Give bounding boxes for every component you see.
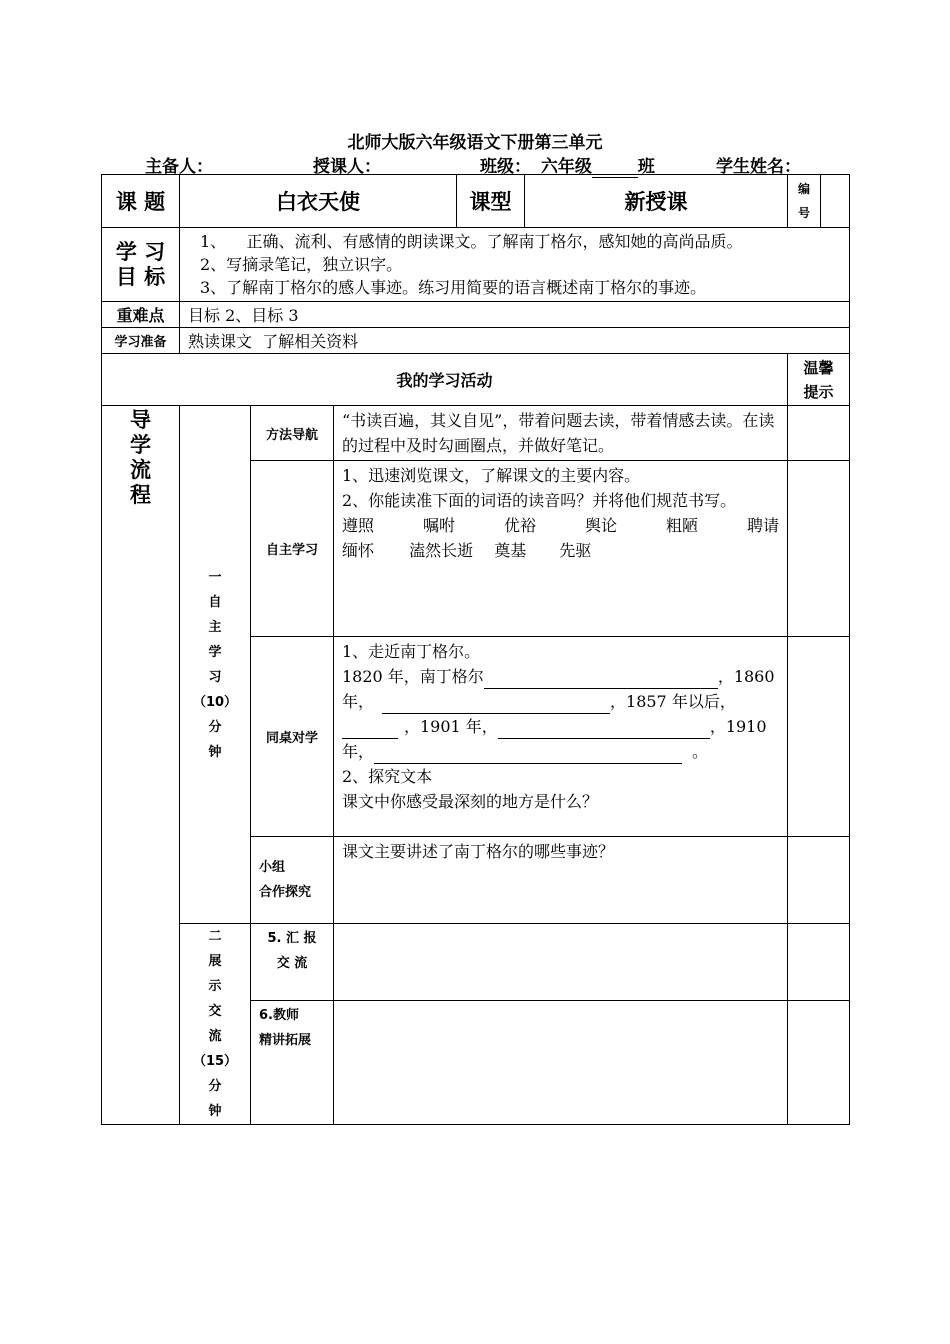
method-text: “书读百遍，其义自见”，带着问题去读，带着情感去读。在读的过程中及时勾画圈点，并做好笔记。 — [334, 406, 788, 461]
section2-char: 钟 — [208, 1104, 222, 1119]
flow-char: 流 — [130, 458, 151, 482]
peer-text: ，1860 — [717, 667, 775, 686]
type-label: 课型 — [457, 175, 525, 228]
teacher-label — [251, 1001, 334, 1125]
class-suffix: 班 — [637, 157, 655, 177]
report-label-line1: 5. 汇 报 — [267, 931, 317, 946]
goals-label-line1: 学 习 — [115, 239, 166, 264]
goal-item: 1、 正确、流利、有感情的朗读课文。了解南丁格尔，感知她的高尚品质。 — [200, 232, 743, 251]
word: 遵照 — [342, 516, 375, 535]
section2-label — [180, 924, 251, 1125]
page-title: 北师大版六年级语文下册第三单元 — [347, 133, 603, 153]
section1-char: 钟 — [208, 744, 222, 760]
lesson-table — [101, 174, 850, 1125]
section2-char: 展 — [208, 954, 222, 969]
flow-char: 程 — [130, 483, 151, 507]
peer-content — [334, 637, 788, 837]
number-value[interactable] — [821, 175, 850, 228]
preparation-value: 熟读课文 了解相关资料 — [180, 328, 850, 354]
teacher-content[interactable] — [334, 1001, 788, 1125]
section2-char: 示 — [208, 979, 222, 994]
self-study-content — [334, 461, 788, 637]
class-label: 班级： — [480, 157, 531, 177]
tips-cell[interactable] — [788, 924, 850, 1001]
peer-text: ，1901 年， — [404, 717, 498, 736]
preparer-label: 主备人： — [145, 157, 213, 177]
number-label: 编号 — [788, 175, 821, 228]
word: 聘请 — [747, 516, 780, 535]
teacher-label-line2: 精讲拓展 — [259, 1033, 312, 1049]
word: 嘱咐 — [423, 516, 456, 535]
flow-char: 学 — [130, 433, 151, 457]
group-label — [251, 837, 334, 924]
tips-cell[interactable] — [788, 837, 850, 924]
word: 溘然长逝 — [409, 541, 474, 560]
self-study-label: 自主学习 — [251, 461, 334, 637]
report-label-line2: 交 流 — [276, 956, 308, 971]
peer-line — [342, 664, 779, 689]
word-row — [342, 538, 779, 563]
answer-blank[interactable] — [342, 720, 398, 739]
teacher-label-line1: 6.教师 — [259, 1008, 299, 1024]
goal-item: 3、了解南丁格尔的感人事迹。练习用简要的语言概述南丁格尔的事迹。 — [200, 278, 707, 297]
activities-header: 我的学习活动 — [102, 354, 788, 406]
peer-line: 1、走近南丁格尔。 — [342, 642, 481, 661]
word: 舆论 — [585, 516, 618, 535]
peer-text: 年， — [342, 692, 375, 711]
goals-label-line2: 目 标 — [115, 264, 166, 289]
tips-header: 温馨提示 — [788, 354, 850, 406]
peer-line — [342, 739, 779, 764]
peer-label: 同桌对学 — [251, 637, 334, 837]
tips-cell[interactable] — [788, 406, 850, 461]
section1-char: 主 — [208, 619, 222, 635]
section2-char: 交 — [208, 1004, 222, 1019]
topic-value: 白衣天使 — [180, 175, 457, 228]
section2-char: 流 — [208, 1029, 222, 1044]
peer-text: 年， — [342, 742, 375, 761]
group-text: 课文主要讲述了南丁格尔的哪些事迹？ — [334, 837, 788, 924]
answer-blank[interactable] — [374, 745, 682, 764]
group-label-line1: 小组 — [259, 860, 286, 875]
word: 奠基 — [494, 541, 527, 560]
report-content[interactable] — [334, 924, 788, 1001]
key-points-value: 目标 2、目标 3 — [180, 302, 850, 328]
peer-line — [342, 689, 779, 714]
peer-text: ，1857 年以后， — [610, 692, 736, 711]
flow-label — [102, 406, 180, 1125]
self-study-line: 2、你能读准下面的词语的读音吗？并将他们规范书写。 — [342, 491, 737, 510]
section1-char: 学 — [208, 644, 222, 660]
tips-cell[interactable] — [788, 637, 850, 837]
peer-line — [342, 714, 779, 739]
teacher-label: 授课人： — [313, 157, 381, 177]
type-value: 新授课 — [525, 175, 788, 228]
answer-blank[interactable] — [498, 720, 710, 739]
peer-line: 课文中你感受最深刻的地方是什么？ — [342, 792, 599, 811]
key-points-label: 重难点 — [102, 302, 180, 328]
preparation-label: 学习准备 — [102, 328, 180, 354]
section1-char: 习 — [208, 669, 222, 685]
tips-cell[interactable] — [788, 461, 850, 637]
peer-text: 。 — [692, 742, 709, 761]
topic-label: 课 题 — [102, 175, 180, 228]
method-label: 方法导航 — [251, 406, 334, 461]
word-row — [342, 513, 779, 538]
peer-text: ，1910 — [709, 717, 767, 736]
student-label: 学生姓名： — [716, 157, 801, 177]
word: 优裕 — [504, 516, 537, 535]
section2-char: 分 — [208, 1079, 222, 1094]
report-label — [251, 924, 334, 1001]
section1-char: （10） — [192, 694, 238, 710]
section1-label — [180, 406, 251, 924]
section2-char: 二 — [208, 929, 222, 944]
self-study-line: 1、迅速浏览课文，了解课文的主要内容。 — [342, 466, 641, 485]
section1-char: 自 — [208, 594, 222, 610]
word: 粗陋 — [666, 516, 699, 535]
answer-blank[interactable] — [382, 695, 610, 714]
tips-cell[interactable] — [788, 1001, 850, 1125]
goals-list — [180, 228, 850, 302]
peer-line: 2、探究文本 — [342, 767, 433, 786]
class-value: 六年级 — [540, 157, 592, 177]
section1-char: 分 — [208, 719, 222, 735]
goal-item: 2、写摘录笔记，独立识字。 — [200, 255, 403, 274]
word: 先驱 — [559, 541, 592, 560]
word: 缅怀 — [342, 541, 375, 560]
group-label-line2: 合作探究 — [259, 885, 312, 900]
answer-blank[interactable] — [484, 670, 718, 689]
peer-text: 1820 年，南丁格尔 — [342, 667, 484, 686]
section2-char: （15） — [192, 1054, 238, 1069]
section1-char: 一 — [208, 569, 222, 585]
goals-label — [102, 228, 180, 302]
flow-char: 导 — [130, 408, 151, 432]
